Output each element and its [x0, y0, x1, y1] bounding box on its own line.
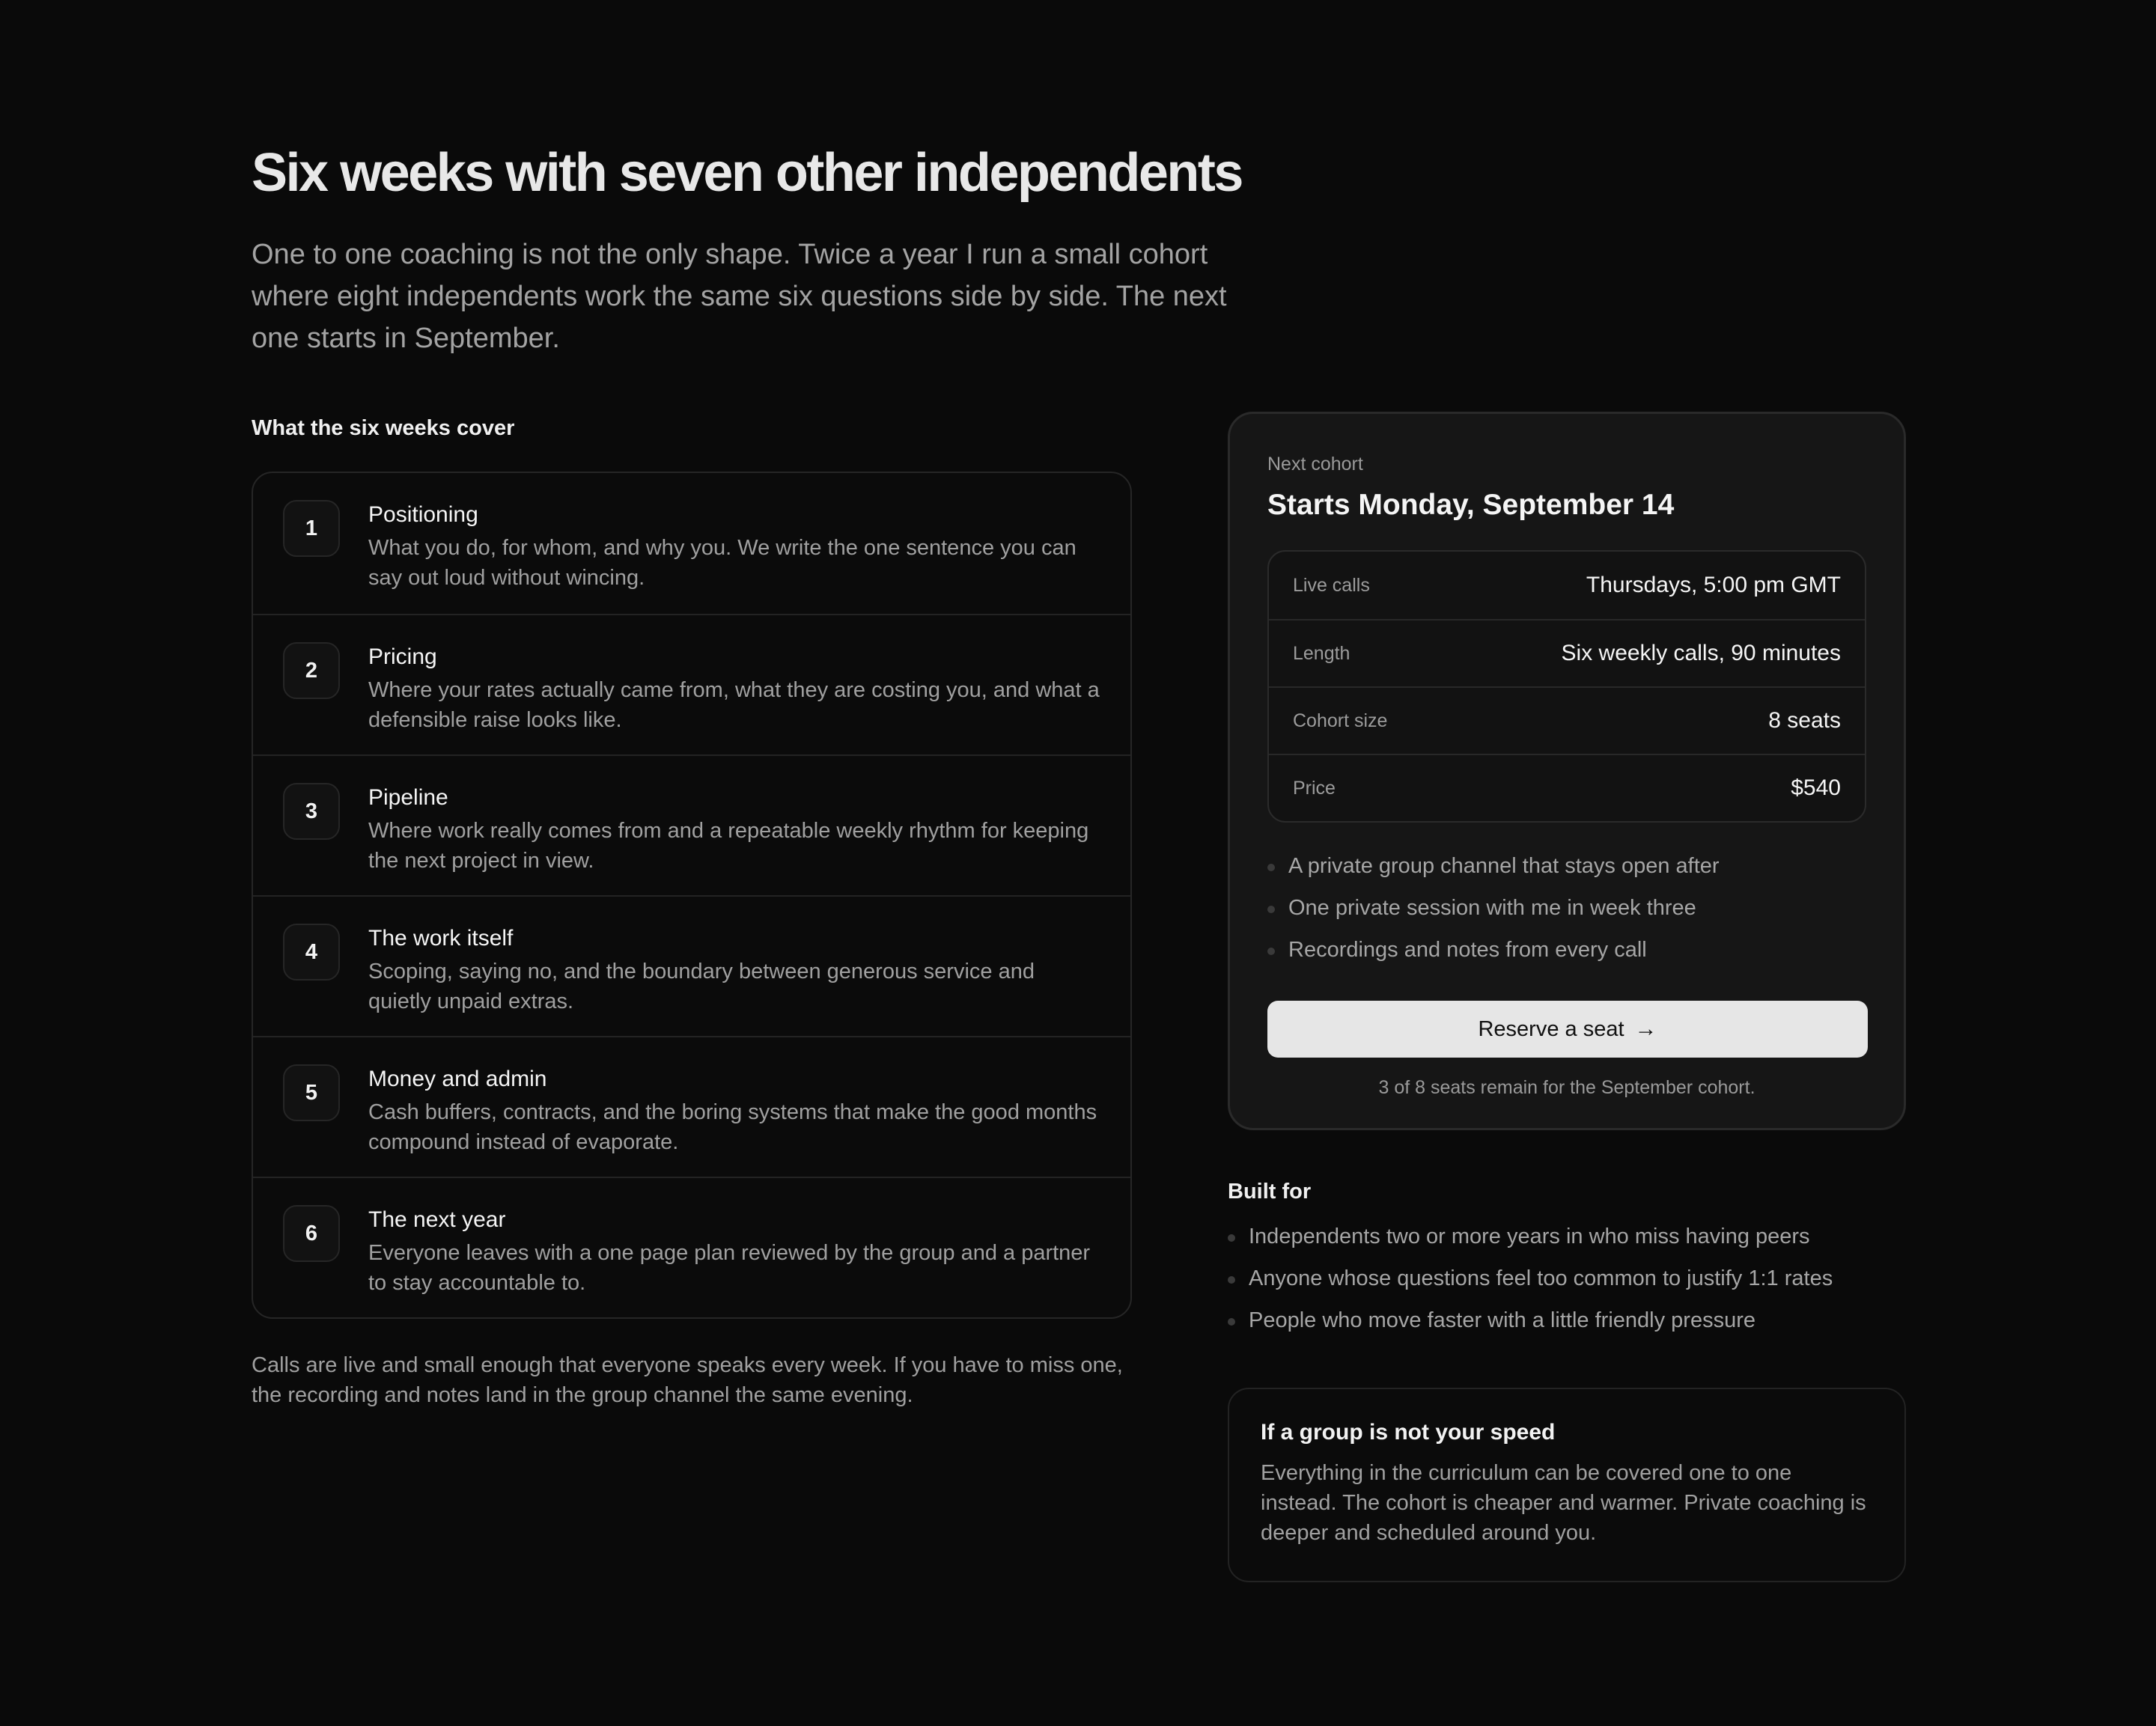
- step-title: The work itself: [368, 926, 514, 951]
- cohort-perks-list: [1267, 845, 1866, 971]
- cohort-kicker: Next cohort: [1267, 454, 1363, 475]
- fact-row: [1269, 686, 1865, 754]
- step-number-badge: 1: [283, 500, 340, 557]
- page-intro: One to one coaching is not the only shape. Twice a year I run a small cohort where eight independents work the same six questions side by side. The next one starts in September.: [252, 239, 1227, 354]
- curriculum-footnote: Calls are live and small enough that everyone speaks every week. If you have to miss one, the recording and notes land in the group channel the same evening.: [252, 1353, 1123, 1407]
- fact-value: Thursdays, 5:00 pm GMT: [1586, 573, 1841, 597]
- cohort-facts-table: [1267, 550, 1866, 823]
- fact-value: Six weekly calls, 90 minutes: [1561, 641, 1841, 665]
- curriculum-step: [253, 614, 1130, 754]
- step-description: Everyone leaves with a one page plan reviewed by the group and a partner to stay accountable to.: [368, 1241, 1091, 1295]
- fact-row: [1269, 552, 1865, 619]
- cohort-start-date: Starts Monday, September 14: [1267, 489, 1675, 521]
- perk-item: One private session with me in week three: [1267, 887, 1866, 929]
- built-for-list: [1228, 1216, 1906, 1341]
- curriculum-step: [253, 754, 1130, 895]
- step-number-badge: 3: [283, 783, 340, 840]
- alternative-title: If a group is not your speed: [1261, 1420, 1556, 1445]
- curriculum-list: [252, 472, 1132, 1319]
- built-for-item: People who move faster with a little friendly pressure: [1228, 1299, 1906, 1341]
- step-number-badge: 5: [283, 1064, 340, 1121]
- curriculum-step: [253, 473, 1130, 614]
- fact-row: [1269, 754, 1865, 821]
- curriculum-heading: What the six weeks cover: [252, 416, 515, 440]
- hero: [252, 139, 1255, 359]
- step-description: Where work really comes from and a repeatable weekly rhythm for keeping the next project in view.: [368, 819, 1089, 873]
- seats-remaining-note: 3 of 8 seats remain for the September cohort.: [1378, 1077, 1755, 1098]
- built-for-item: Anyone whose questions feel too common to justify 1:1 rates: [1228, 1257, 1906, 1299]
- curriculum-section: [252, 412, 1132, 1432]
- curriculum-step: [253, 1036, 1130, 1177]
- built-for-section: [1228, 1175, 1906, 1341]
- fact-label: Live calls: [1293, 574, 1370, 596]
- built-for-heading: Built for: [1228, 1180, 1312, 1204]
- fact-value: 8 seats: [1768, 708, 1841, 733]
- arrow-right-icon: →: [1634, 1016, 1657, 1041]
- curriculum-step: [253, 895, 1130, 1036]
- step-description: What you do, for whom, and why you. We write the one sentence you can say out loud without wincing.: [368, 536, 1077, 590]
- cohort-card: [1228, 412, 1906, 1130]
- built-for-item: Independents two or more years in who miss having peers: [1228, 1216, 1906, 1257]
- step-number-badge: 2: [283, 642, 340, 699]
- step-description: Cash buffers, contracts, and the boring systems that make the good months compound instead of evaporate.: [368, 1100, 1097, 1154]
- page-title: Six weeks with seven other independents: [252, 143, 1242, 203]
- price-value: $540: [1791, 775, 1841, 800]
- perk-item: Recordings and notes from every call: [1267, 929, 1866, 971]
- alternative-text: Everything in the curriculum can be covered one to one instead. The cohort is cheaper and warmer. Private coaching is deeper and scheduled around you.: [1261, 1461, 1866, 1545]
- step-title: Money and admin: [368, 1067, 547, 1091]
- fact-label: Cohort size: [1293, 710, 1388, 731]
- step-number-badge: 4: [283, 924, 340, 981]
- step-title: Pipeline: [368, 785, 448, 810]
- reserve-seat-button[interactable]: [1267, 1001, 1868, 1058]
- fact-row: [1269, 619, 1865, 686]
- step-title: Pricing: [368, 644, 437, 669]
- curriculum-step: [253, 1177, 1130, 1317]
- step-title: Positioning: [368, 502, 478, 527]
- step-description: Where your rates actually came from, what they are costing you, and what a defensible raise looks like.: [368, 678, 1100, 732]
- fact-label: Length: [1293, 642, 1350, 664]
- step-title: The next year: [368, 1207, 506, 1232]
- reserve-seat-label: Reserve a seat: [1478, 1016, 1624, 1041]
- step-description: Scoping, saying no, and the boundary between generous service and quietly unpaid extras.: [368, 960, 1035, 1013]
- fact-label: Price: [1293, 777, 1336, 799]
- alternative-card: [1228, 1388, 1906, 1582]
- step-number-badge: 6: [283, 1205, 340, 1262]
- perk-item: A private group channel that stays open after: [1267, 845, 1866, 887]
